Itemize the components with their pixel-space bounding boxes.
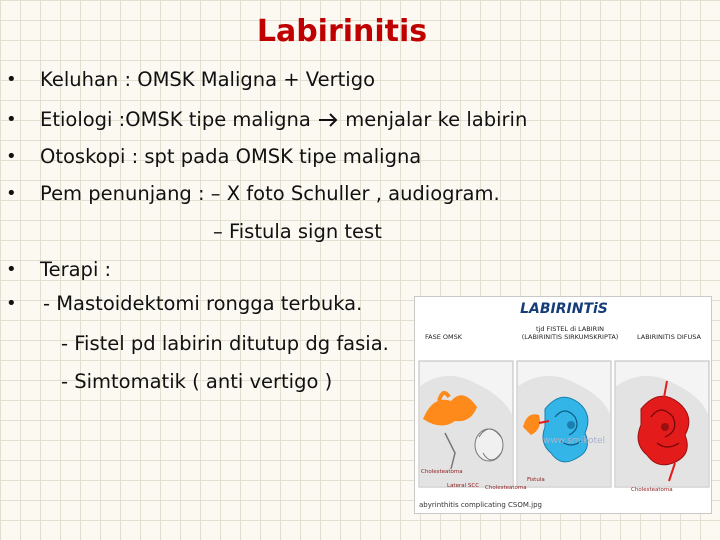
etiologi-text-a: Etiologi :OMSK tipe maligna bbox=[40, 108, 318, 131]
small-label-fistula: Fistula bbox=[527, 477, 545, 483]
bullet-keluhan: Keluhan : OMSK Maligna + Vertigo bbox=[40, 68, 376, 91]
bullet-marker: • bbox=[6, 259, 17, 280]
bullet-marker: • bbox=[6, 293, 17, 314]
continuation-simtomatik: - Simtomatik ( anti vertigo ) bbox=[61, 370, 333, 393]
small-label-cholesteatoma-2: Cholesteatoma bbox=[485, 485, 527, 491]
bullet-marker: • bbox=[6, 109, 17, 130]
right-arrow-icon bbox=[317, 112, 339, 128]
etiologi-text-b: menjalar ke labirin bbox=[339, 108, 528, 131]
label-difusa: LABIRINITIS DIFUSA bbox=[637, 333, 701, 341]
continuation-fistel: - Fistel pd labirin ditutup dg fasia. bbox=[61, 332, 389, 355]
slide-title: Labirinitis bbox=[256, 14, 428, 49]
bullet-terapi: Terapi : bbox=[40, 258, 112, 281]
bullet-marker: • bbox=[6, 69, 17, 90]
bullet-marker: • bbox=[6, 146, 17, 167]
small-label-cholesteatoma-3: Cholesteatoma bbox=[631, 487, 673, 493]
labyrinthitis-figure bbox=[414, 296, 712, 514]
bullet-otoskopi: Otoskopi : spt pada OMSK tipe maligna bbox=[40, 145, 422, 168]
figure-title: LABIRINTiS bbox=[520, 301, 608, 317]
bullet-etiologi bbox=[40, 108, 527, 132]
bullet-pem-penunjang: Pem penunjang : – X foto Schuller , audiogram. bbox=[40, 182, 500, 205]
figure-caption: abyrinthitis complicating CSOM.jpg bbox=[419, 501, 542, 509]
ear-illustration bbox=[415, 357, 713, 497]
small-label-lateral-scc: Lateral SCC bbox=[447, 483, 480, 489]
label-fistel: tjd FISTEL di LABIRIN (LABIRINITIS SIRKUMSKRIPTA) bbox=[521, 325, 619, 341]
bullet-mastoidektomi: - Mastoidektomi rongga terbuka. bbox=[43, 292, 363, 315]
label-fase-omsk: FASE OMSK bbox=[425, 333, 463, 341]
continuation-fistula-sign: – Fistula sign test bbox=[213, 220, 382, 243]
bullet-marker: • bbox=[6, 183, 17, 204]
small-label-cholesteatoma-1: Cholesteatoma bbox=[421, 469, 463, 475]
figure-watermark: www.smikotel bbox=[543, 436, 606, 446]
